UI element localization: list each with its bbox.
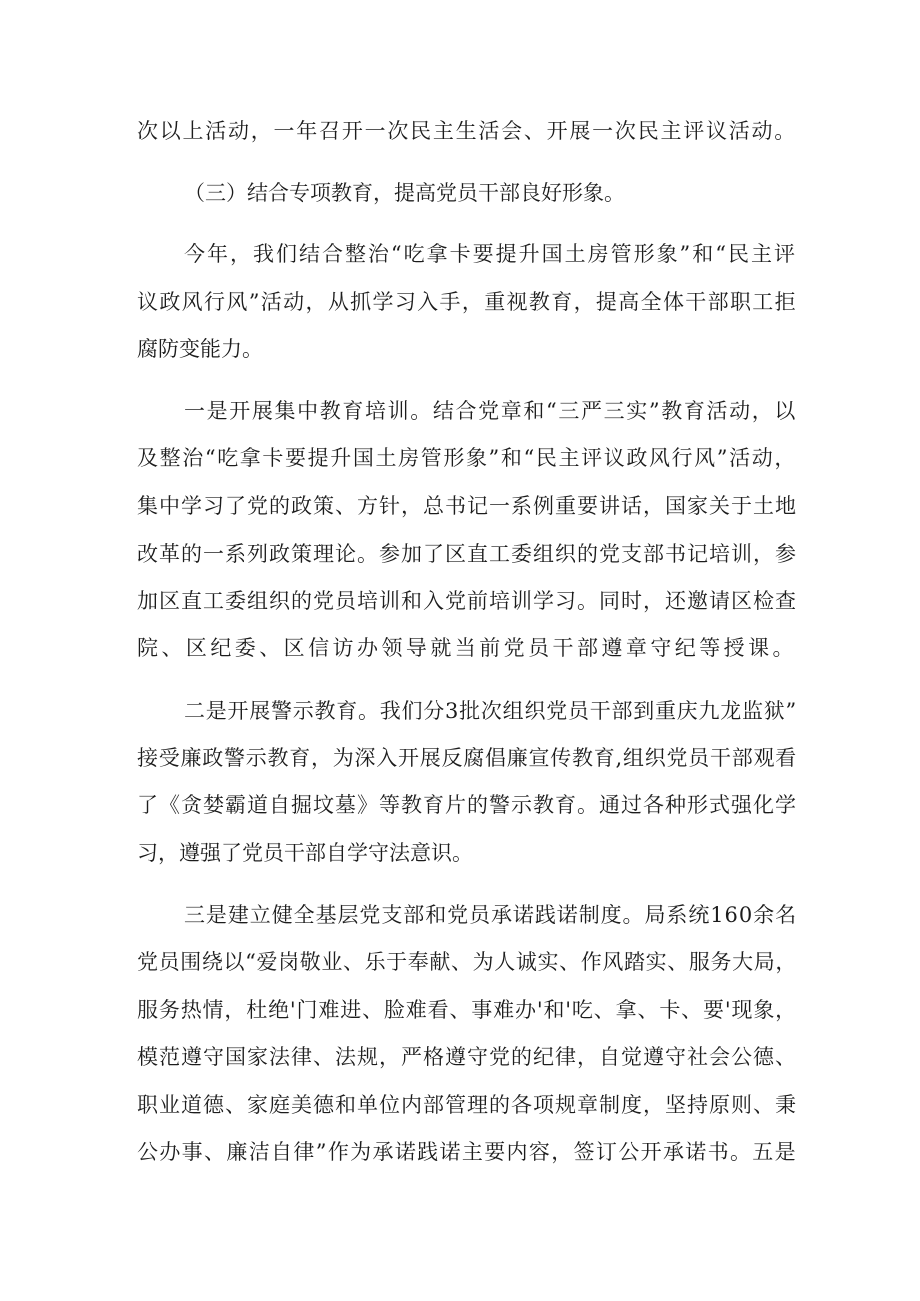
text-line-14: 了《贪婪霸道自掘坟墓》等教育片的警示教育。通过各种形式强化学: [137, 793, 797, 817]
text-line-17: 党员围绕以“爱岗敬业、乐于奉献、为人诚实、作风踏实、服务大局，: [137, 950, 797, 974]
text-line-18: 服务热情，杜绝'门难进、脸难看、事难办'和'吃、拿、卡、要'现象，: [137, 998, 797, 1022]
text-line-19: 模范遵守国家法律、法规，严格遵守党的纪律，自觉遵守社会公德、: [137, 1045, 797, 1069]
text-line-16: 三是建立健全基层党支部和党员承诺践诺制度。局系统160余名: [184, 903, 797, 927]
text-line-10: 加区直工委组织的党员培训和入党前培训学习。同时，还邀请区检查: [137, 589, 797, 613]
text-line-3: 今年，我们结合整治“吃拿卡要提升国土房管形象”和“民主评: [184, 242, 797, 266]
text-line-20: 职业道德、家庭美德和单位内部管理的各项规章制度，坚持原则、秉: [137, 1093, 797, 1117]
text-line-9: 改革的一系列政策理论。参加了区直工委组织的党支部书记培训，参: [137, 542, 797, 566]
section-heading: （三）结合专项教育，提高党员干部良好形象。: [184, 181, 625, 205]
text-line-1: 次以上活动，一年召开一次民主生活会、开展一次民主评议活动。: [137, 119, 797, 143]
text-line-5: 腐防变能力。: [137, 337, 263, 361]
text-line-8: 集中学习了党的政策、方针，总书记一系例重要讲话，国家关于土地: [137, 494, 797, 518]
text-line-11: 院、区纪委、区信访办领导就当前党员干部遵章守纪等授课。: [137, 636, 797, 660]
text-line-4: 议政风行风”活动，从抓学习入手，重视教育，提高全体干部职工拒: [137, 290, 797, 314]
text-line-6: 一是开展集中教育培训。结合党章和“三严三实”教育活动，以: [184, 399, 797, 423]
text-line-21: 公办事、廉洁自律”作为承诺践诺主要内容，签订公开承诺书。五是: [137, 1140, 797, 1164]
text-line-13: 接受廉政警示教育，为深入开展反腐倡廉宣传教育,组织党员干部观看: [137, 746, 797, 770]
text-line-15: 习，遵强了党员干部自学守法意识。: [137, 841, 473, 865]
text-line-7: 及整治“吃拿卡要提升国土房管形象”和“民主评议政风行风”活动，: [137, 446, 797, 470]
text-line-12: 二是开展警示教育。我们分3批次组织党员干部到重庆九龙监狱”: [184, 699, 797, 723]
